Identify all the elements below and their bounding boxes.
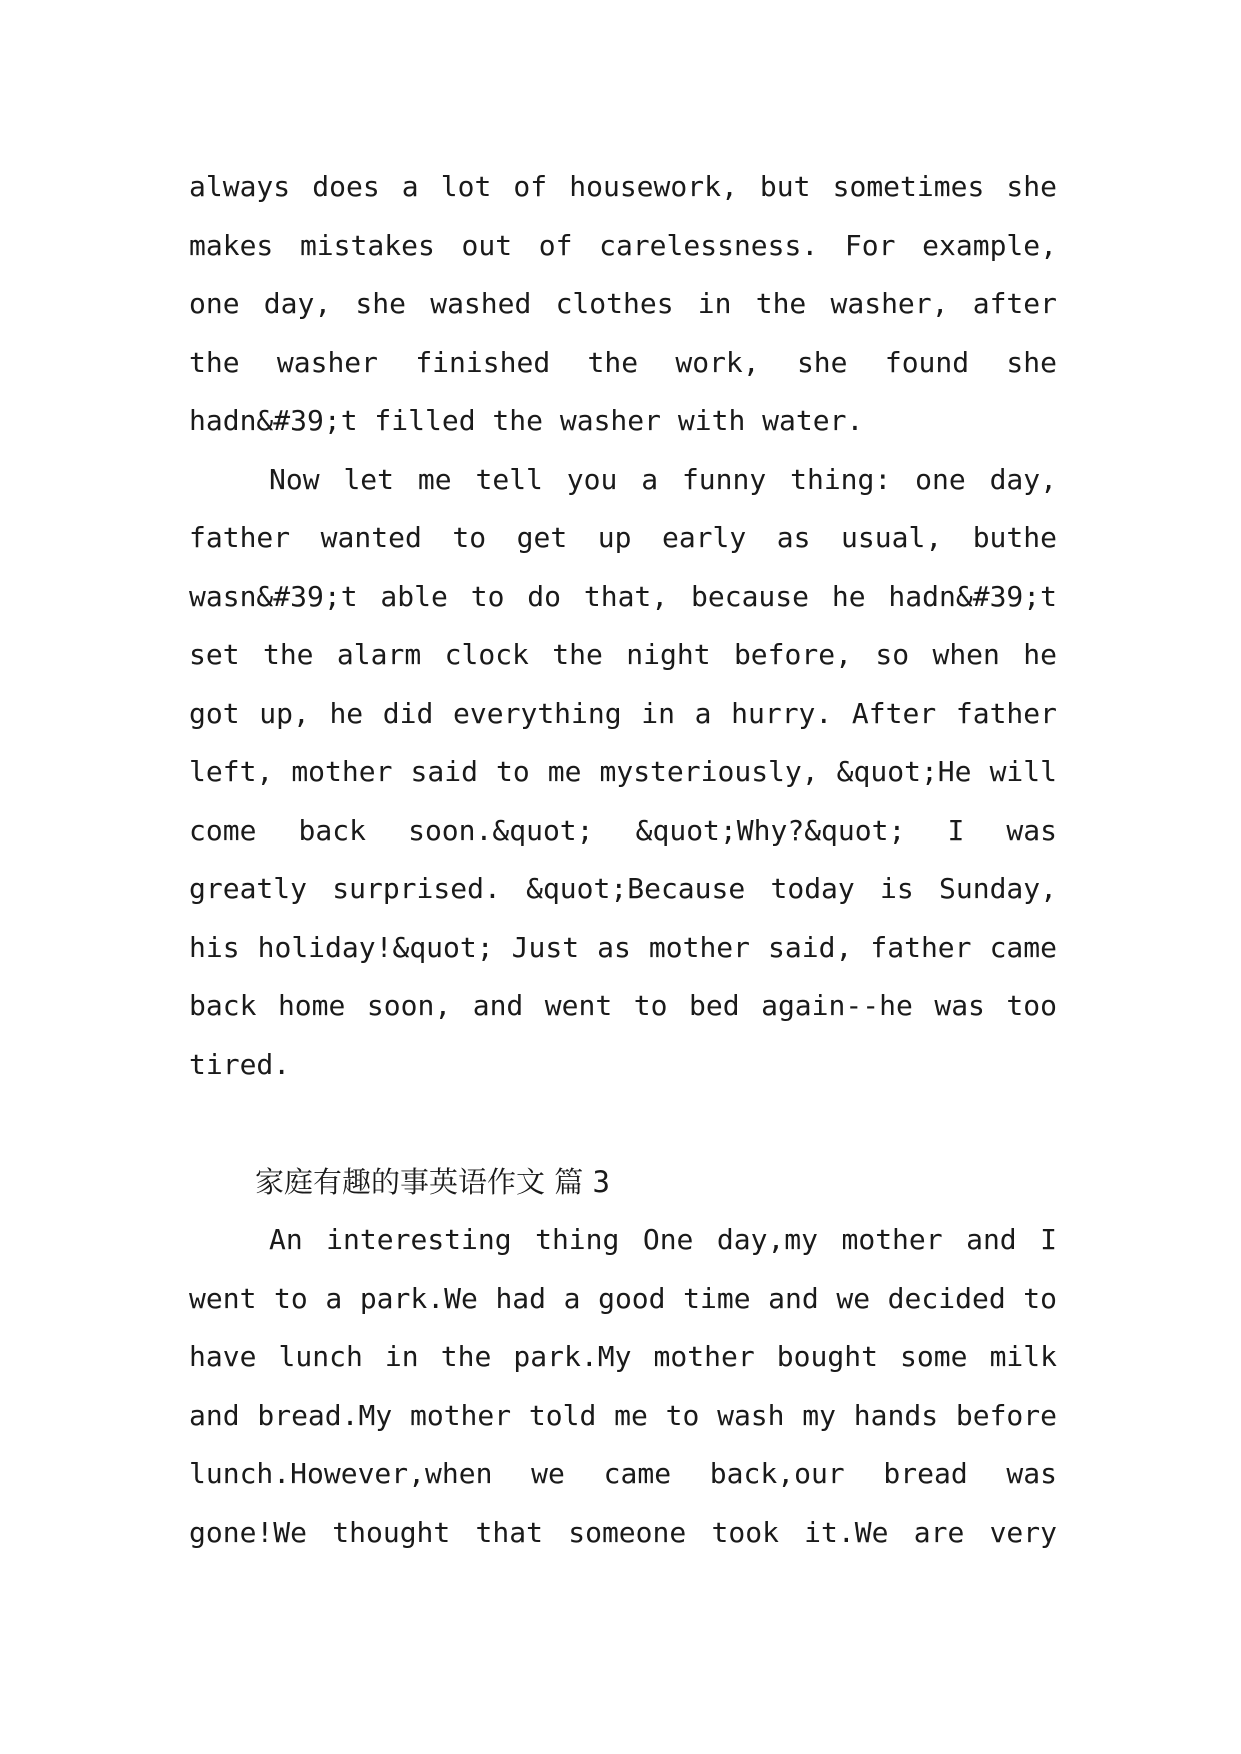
text-line: wasn&#39;t able to do that, because he hadn&#39;t — [189, 579, 1057, 613]
text-line: always does a lot of housework, but sometimes she — [189, 170, 1057, 203]
text-line: tired. — [189, 1047, 291, 1081]
section-heading-title: 家庭有趣的事英语作文 篇 — [255, 1164, 584, 1199]
text-line: Now let me tell you a funny thing: one day, — [269, 462, 1057, 496]
text-line: went to a park.We had a good time and we decided to — [189, 1281, 1057, 1315]
text-line: the washer finished the work, she found she — [189, 345, 1057, 379]
section-heading-number: 3 — [592, 1164, 610, 1199]
paragraph-2 — [189, 451, 1057, 1095]
text-line: gone!We thought that someone took it.We are very — [189, 1515, 1057, 1549]
text-line: have lunch in the park.My mother bought some milk — [189, 1340, 1057, 1373]
text-line: makes mistakes out of carelessness. For example, — [189, 228, 1057, 262]
section-heading — [189, 1153, 1057, 1212]
body-text — [189, 158, 1057, 1562]
text-line: and bread.My mother told me to wash my hands before — [189, 1398, 1057, 1432]
text-line: left, mother said to me mysteriously, &quot;He will — [189, 755, 1057, 788]
text-line: hadn&#39;t filled the washer with water. — [189, 404, 864, 437]
paragraph-spacer — [189, 1094, 1057, 1153]
paragraph-1 — [189, 158, 1057, 451]
text-line: one day, she washed clothes in the washer, after — [189, 287, 1057, 320]
text-line: An interesting thing One day,my mother and I — [269, 1223, 1057, 1256]
text-line: father wanted to get up early as usual, buthe — [189, 521, 1057, 554]
text-line: set the alarm clock the night before, so when he — [189, 638, 1057, 671]
text-line: lunch.However,when we came back,our bread was — [189, 1457, 1057, 1490]
text-line: back home soon, and went to bed again--he was too — [189, 989, 1057, 1022]
text-line: his holiday!&quot; Just as mother said, father came — [189, 930, 1057, 964]
text-line: come back soon.&quot; &quot;Why?&quot; I was — [189, 813, 1057, 847]
text-line: greatly surprised. &quot;Because today is Sunday, — [189, 872, 1057, 905]
text-line: got up, he did everything in a hurry. After father — [189, 696, 1057, 730]
paragraph-3 — [189, 1211, 1057, 1562]
